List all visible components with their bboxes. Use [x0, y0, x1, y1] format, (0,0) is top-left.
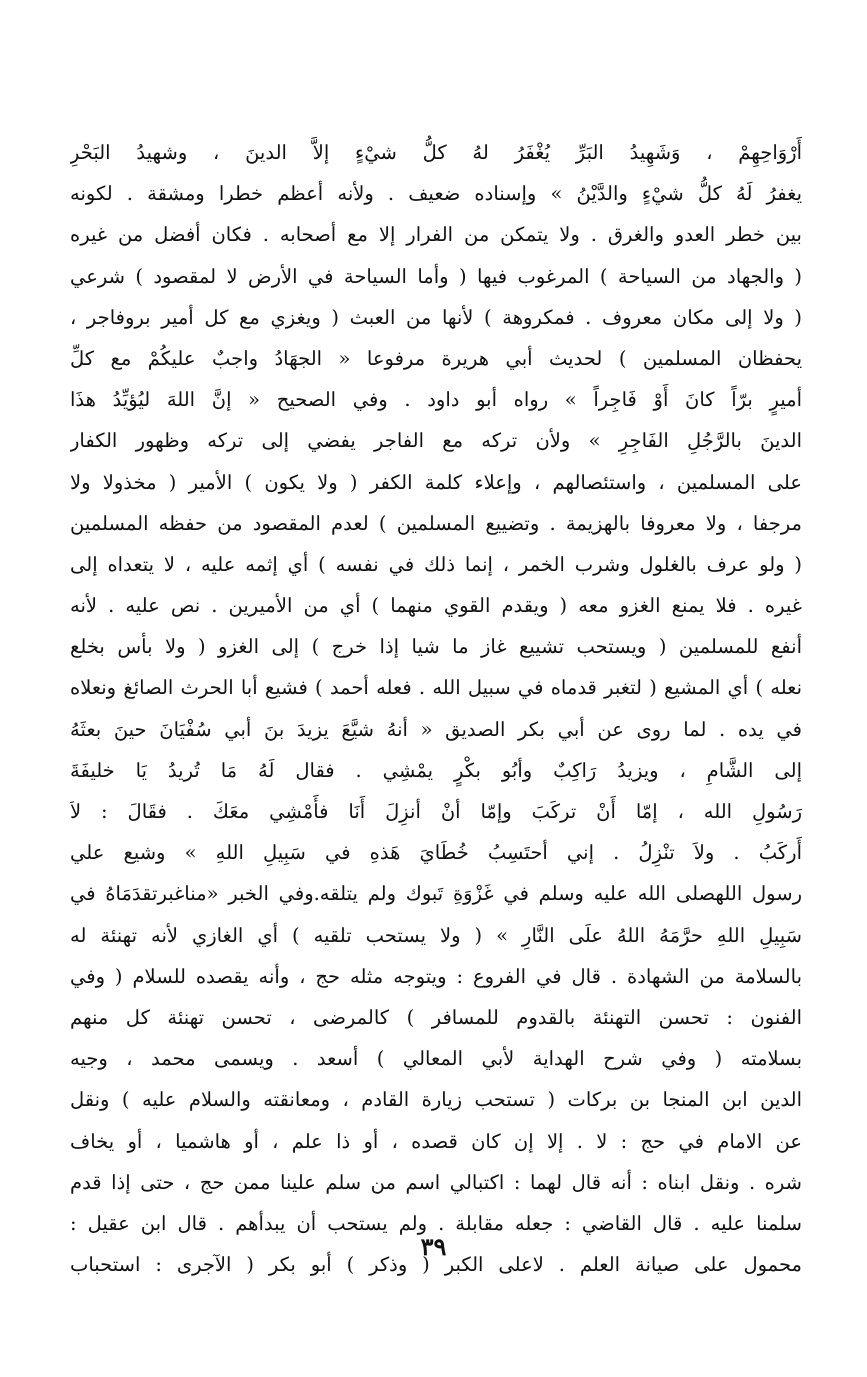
- text-line: الدينَ بالرَّجُلِ الفَاجِرِ » ولأن تركه مع الفاجر يفضي إلى تركه وظهور الكفار: [70, 429, 802, 453]
- page-number: ٣٩: [420, 1232, 447, 1261]
- text-line: عن الامام في حج : لا . إلا إن كان قصده ، أو ذا علم ، أو هاشميا ، أو يخاف: [70, 1129, 802, 1153]
- text-line: رَسُولِ الله ، إمّا أَنْ تركَبَ وإمّا أنْ أنزِلَ أَنَا فأَمْشِي معَكَ . فقَالَ : لاَ: [70, 800, 802, 823]
- text-line: ( ولا إلى مكان معروف . فمكروهة ) لأنها من العبث ( ويغزي مع كل أمير بروفاجر ،: [70, 305, 802, 329]
- text-line: أَركَبُ . ولاَ تنْزِلُ . إني أحتَسِبُ خُطَايَ هَذهِ في سَبِيلِ اللهِ » وشيع علي: [70, 841, 802, 865]
- text-line: محمول على صيانة العلم . لاعلى الكبر ( وذكر ) أبو بكر ( الآجرى : استحباب: [70, 1253, 802, 1277]
- text-line: سَبِيلِ اللهِ حرَّمَهُ اللهُ علَى النَّارِ » ( ولا يستحب تلقيه ) أي الغازي لأنه تهنئة له: [70, 923, 802, 947]
- text-line: سلمنا عليه . قال القاضي : جعله مقابلة . ولم يستحب أن يبدأهم . قال ابن عقيل :: [70, 1211, 802, 1235]
- text-line: الدين ابن المنجا بن بركات ( تستحب زيارة القادم ، ومعانقته والسلام عليه ) ونقل: [70, 1088, 802, 1112]
- text-line: شره . ونقل ابناه : أنه قال لهما : اكتبالي اسم من سلم علينا ممن حج ، حتى إذا قدم: [70, 1170, 802, 1194]
- text-line: أنفع للمسلمين ( ويستحب تشييع غاز ما شيا إذا خرج ) إلى الغزو ( ولا بأس بخلع: [70, 635, 802, 659]
- text-line: بالسلامة من الشهادة . قال في الفروع : ويتوجه مثله حج ، وأنه يقصده للسلام ( وفي: [70, 964, 802, 988]
- text-line: أَرْوَاحِهِمْ ، وَشَهِيدُ البَرِّ يُغْفَرُ لهُ كلُّ شيْءٍ إلاَّ الدينَ ، وشهيدُ البَحْرِ: [70, 141, 802, 164]
- text-line: يغفرُ لَهُ كلُّ شيْءٍ والدَّيْنُ » وإسناده ضعيف . ولأنه أعظم خطرا ومشقة . لكونه: [70, 182, 802, 206]
- text-line: ( ولو عرف بالغلول وشرب الخمر ، إنما ذلك في نفسه ) أي إثمه عليه ، لا يتعداه إلى: [70, 552, 802, 576]
- text-line: الفنون : تحسن التهنئة بالقدوم للمسافر ) كالمرضى ، تحسن تهنئة كل منهم: [70, 1005, 802, 1029]
- text-line: مرجفا ، ولا معروفا بالهزيمة . وتضييع المسلمين ) لعدم المقصود من حفظه المسلمين: [70, 511, 802, 535]
- text-line: بسلامته ( وفي شرح الهداية لأبي المعالي ) أسعد . ويسمى محمد ، وجيه: [70, 1047, 802, 1071]
- text-line: على المسلمين ، واستئصالهم ، وإعلاء كلمة الكفر ( ولا يكون ) الأمير ( مخذولا ولا: [70, 470, 802, 494]
- text-line: ( والجهاد من السياحة ) المرغوب فيها ( وأما السياحة في الأرض لا لمقصود ) شرعي: [70, 264, 802, 288]
- body-text: [70, 132, 802, 1285]
- text-line: في يده . لما روى عن أبي بكر الصديق « أنهُ شيَّعَ يزيدَ بنَ أبي سُفْيَانَ حينَ بعثَهُ: [70, 717, 802, 741]
- text-line: بين خطر العدو والغرق . ولا يتمكن من الفرار إلا مع أصحابه . فكان أفضل من غيره: [70, 223, 802, 247]
- text-line: أميرٍ برّاً كانَ أَوْ فَاجِراً » رواه أبو داود . وفي الصحيح « إنَّ اللهَ ليُؤيِّدُ هذَا: [70, 388, 802, 412]
- text-line: غيره . فلا يمنع الغزو معه ( ويقدم القوي منهما ) أي من الأميرين . نص عليه . لأنه: [70, 594, 802, 618]
- text-line: إلى الشَّامِ ، ويزيدُ رَاكِبٌ وأبُو بكْرٍ يمْشِي . فقال لَهُ مَا تُريدُ يَا خليفَةَ: [70, 758, 802, 782]
- text-line: نعله ) أي المشيع ( لتغبر قدماه في سبيل الله . فعله أحمد ) فشيع أبا الحرث الصائغ ونعلاه: [70, 676, 802, 700]
- text-line: يحفظان المسلمين ) لحديث أبي هريرة مرفوعا « الجهَادُ واجبٌ عليكُمْ مع كلِّ: [70, 346, 802, 370]
- text-line: رسول اللهصلى الله عليه وسلم في غَزْوَةِ تَبوك ولم يتلقه.وفي الخبر «مناغبرتقدَمَاهُ في: [70, 882, 802, 906]
